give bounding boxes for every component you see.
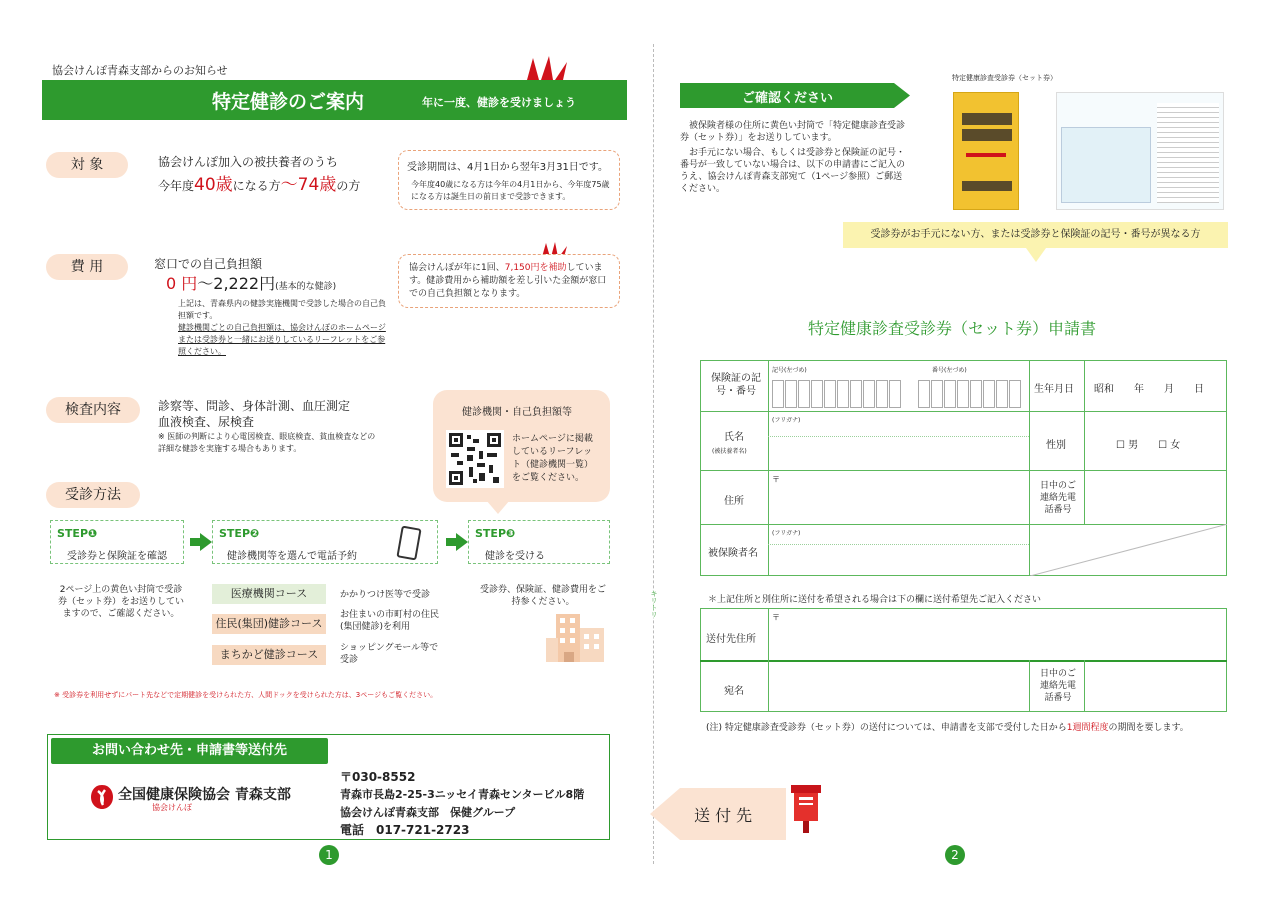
name-sub: (被扶養者名) — [712, 448, 747, 455]
attention-note — [706, 720, 1226, 736]
down-arrow-icon — [1026, 248, 1046, 262]
target-note-box — [398, 150, 620, 210]
confirm-header — [680, 83, 910, 108]
footnote: ※ 受診券を利用せずにパート先などで定期健診を受けられた方、人間ドックを受けられた方は、3ページもご覧ください。 — [54, 691, 438, 699]
addressee-label: 宛名 — [724, 686, 744, 697]
yellow-envelope-image — [953, 92, 1019, 210]
step1-text: 受診券と保険証を確認 — [67, 551, 167, 562]
step2-text: 健診機関等を選んで電話予約 — [227, 551, 357, 562]
attention-a: (注) 特定健康診査受診券（セット券）の送付については、申請書を支部で受付した日から — [706, 723, 1067, 733]
cost-note-a: 協会けんぽが年に1回、 — [409, 263, 505, 273]
cut-line-divider — [653, 44, 654, 864]
target-note2: 今年度40歳になる方は今年の4月1日から、今年度75歳になる方は誕生日の前日まで受診できます。 — [411, 180, 610, 201]
form-rule-2 — [700, 470, 1227, 471]
photo-caption: 特定健康診査受診券（セット券） — [952, 74, 1057, 82]
exam-line2: 血液検査、尿検査 — [158, 415, 255, 429]
cost-zero: 0 円 — [166, 274, 198, 293]
cost-note-box — [398, 254, 620, 308]
target-label: 対 象 — [46, 152, 128, 178]
name-furigana-rule — [768, 436, 1029, 437]
name-furigana: (フリガナ) — [772, 417, 801, 424]
step3-label: STEP❸ — [475, 527, 516, 540]
sex-label: 性別 — [1046, 440, 1066, 451]
cost-amount — [166, 271, 336, 294]
cost-detail1: 上記は、青森県内の健診実施機関で受診した場合の自己負担額です。 — [178, 299, 386, 320]
qr-bubble-tail — [486, 500, 510, 514]
send-rule-1 — [700, 660, 1227, 662]
arrow-1-icon — [200, 533, 212, 551]
bango-boxes[interactable] — [918, 380, 1022, 408]
qr-code-icon[interactable] — [446, 430, 504, 488]
cost-note-c: しています。健診費用から補助額を差し引いた金額が窓口での自己負担額となります。 — [409, 263, 607, 299]
age-74: 〜74歳 — [280, 175, 337, 195]
insured-label: 被保険者名 — [708, 548, 758, 559]
kigo-boxes[interactable] — [772, 380, 902, 408]
step1-note: 2ページ上の黄色い封筒で受診券（セット券）をお送りしていますので、ご確認ください。 — [57, 585, 184, 619]
birth-label: 生年月日 — [1034, 384, 1074, 395]
ticket-image — [1056, 92, 1224, 210]
address-label: 住所 — [724, 496, 744, 507]
step2-box — [212, 520, 438, 564]
contact-header: お問い合わせ先・申請書等送付先 — [51, 738, 328, 764]
send-daytime-label: 日中のご連絡先電話番号 — [1039, 669, 1076, 703]
send-note: ＊上記住所と別住所に送付を希望される場合は下の欄に送付希望先ご記入ください — [708, 595, 1042, 605]
hospital-icon — [546, 612, 608, 664]
sex-checkboxes[interactable]: ☐ 男 ☐ 女 — [1116, 440, 1181, 451]
form-title: 特定健康診査受診券（セット券）申請書 — [808, 319, 1097, 338]
page-number-2: 2 — [945, 845, 965, 865]
contact-group: 協会けんぽ青森支部 保健グループ — [340, 806, 516, 819]
qr-title: 健診機関・自己負担額等 — [462, 407, 572, 418]
send-col-2 — [1029, 660, 1030, 712]
course-resident: 住民(集団)健診コース — [212, 614, 326, 634]
course-medical-desc: かかりつけ医等で受診 — [340, 590, 431, 600]
send-postal: 〒 — [772, 613, 780, 622]
kigo-label: 記号(左づめ) — [772, 367, 807, 374]
cost-line1: 窓口での自己負担額 — [154, 257, 263, 271]
form-sex-rule — [1029, 411, 1227, 470]
banner-title: 特定健診のご案内 — [212, 91, 365, 113]
yellow-note: 受診券がお手元にない方、または受診券と保険証の記号・番号が異なる方 — [843, 222, 1228, 248]
method-label: 受診方法 — [46, 482, 140, 508]
target-mid: になる方 — [232, 179, 281, 193]
confirm-text2: お手元にない場合、もしくは受診券と保険証の記号・番号が一致していない場合は、以下の申請書にご記入のうえ、協会けんぽ青森支部宛て（1ページ参照）ご郵送ください。 — [680, 148, 906, 194]
course-resident-desc: お住まいの市町村の住民(集団健診)を利用 — [340, 610, 440, 632]
exam-label: 検査内容 — [46, 397, 140, 423]
insured-furigana-rule — [768, 544, 1029, 545]
send-address-label: 送付先住所 — [706, 634, 756, 645]
arrow-2-icon — [456, 533, 468, 551]
confirm-header-text: ご確認ください — [742, 91, 834, 106]
banner — [42, 80, 627, 120]
cost-note — [409, 262, 615, 301]
insurance-label: 保険証の記号・番号 — [711, 373, 761, 397]
phone-icon — [396, 526, 421, 561]
address-postal: 〒 — [772, 475, 780, 484]
step3-text: 健診を受ける — [485, 551, 545, 562]
page-number-1: 1 — [319, 845, 339, 865]
course-machikado-desc: ショッピングモール等で受診 — [340, 643, 439, 665]
target-line2 — [158, 170, 360, 195]
name-label: 氏名 — [724, 432, 744, 443]
course-medical: 医療機関コース — [212, 584, 326, 604]
exam-note: ※ 医師の判断により心電図検査、眼底検査、貧血検査などの詳細な健診を実施する場合もあります。 — [158, 432, 376, 453]
step3-box — [468, 520, 610, 564]
send-col-3 — [1084, 660, 1085, 712]
qr-text: ホームページに掲載しているリーフレット（健診機関一覧）をご覧ください。 — [512, 434, 594, 483]
target-prefix: 今年度 — [158, 179, 195, 193]
contact-zip: 〒030-8552 — [340, 770, 416, 784]
contact-org: 全国健康保険協会 青森支部 — [118, 787, 291, 803]
cost-detail2: 健診機関ごとの自己負担額は、協会けんぽのホームページまたは受診券と一緒にお送りしているリーフレットをご参照ください。 — [178, 323, 386, 356]
bango-label: 番号(左づめ) — [932, 367, 967, 374]
cost-basic: (基本的な健診) — [275, 282, 337, 292]
cut-line-label: キリトリ — [647, 590, 659, 618]
insured-furigana: (フリガナ) — [772, 530, 801, 537]
course-machikado: まちかど健診コース — [212, 645, 326, 665]
send-to-text: 送 付 先 — [694, 806, 753, 825]
birth-value[interactable]: 昭和 年 月 日 — [1094, 384, 1204, 395]
notice-text: 協会けんぽ青森支部からのお知らせ — [52, 64, 228, 77]
cost-max: 〜2,222円 — [197, 274, 276, 293]
target-line1: 協会けんぽ加入の被扶養者のうち — [158, 155, 339, 169]
contact-org-sub: 協会けんぽ — [152, 803, 192, 812]
exam-line1: 診察等、問診、身体計測、血圧測定 — [158, 399, 351, 413]
cost-label: 費 用 — [46, 254, 128, 280]
step3-note: 受診券、保険証、健診費用をご持参ください。 — [479, 585, 606, 607]
send-to-arrow — [650, 788, 786, 840]
confirm-text1: 被保険者様の住所に黄色い封筒で「特定健康診査受診券（セット券）」をお送りしています。 — [680, 121, 906, 143]
form-cross-cell — [1029, 524, 1227, 576]
postbox-icon — [791, 785, 821, 833]
cost-note-subsidy: 7,150円を補助 — [504, 263, 567, 273]
kyokai-logo-icon — [90, 784, 114, 810]
step1-box — [50, 520, 184, 564]
step2-label: STEP❷ — [219, 527, 260, 540]
age-40: 40歳 — [194, 175, 233, 195]
contact-tel: 電話 017-721-2723 — [340, 823, 470, 837]
target-note1: 受診期間は、4月1日から翌年3月31日です。 — [407, 162, 609, 173]
step1-label: STEP❶ — [57, 527, 98, 540]
banner-subtitle: 年に一度、健診を受けましょう — [422, 96, 576, 109]
attention-period: 1週間程度 — [1066, 723, 1109, 733]
deco-burst-icon — [523, 56, 571, 82]
target-suffix: の方 — [336, 179, 361, 193]
contact-address: 青森市長島2-25-3ニッセイ青森センタービル8階 — [340, 788, 585, 801]
daytime-label: 日中のご連絡先電話番号 — [1039, 481, 1076, 515]
attention-end: の期間を要します。 — [1108, 723, 1189, 733]
send-col-1 — [768, 608, 769, 712]
